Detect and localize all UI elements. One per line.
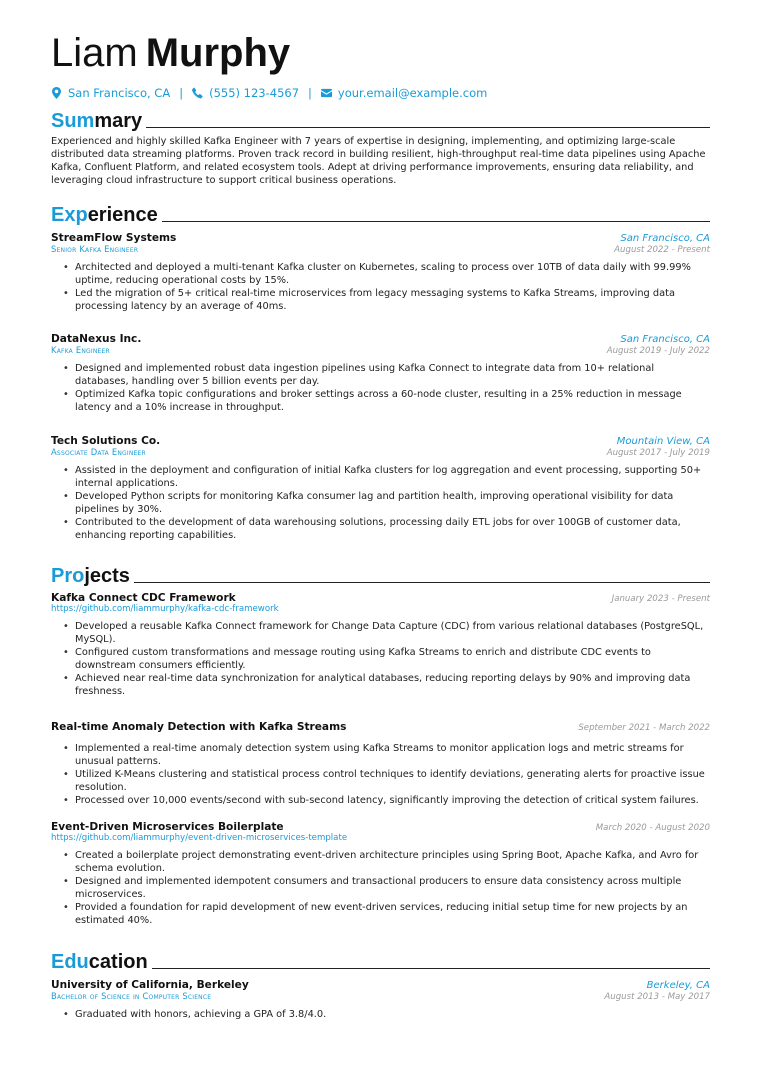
education-dates: August 2013 - May 2017	[604, 992, 710, 1002]
contact-email[interactable]	[321, 86, 487, 100]
education-section	[51, 949, 710, 973]
project-entry	[51, 721, 710, 808]
contact-location	[51, 86, 170, 100]
contact-phone[interactable]	[192, 86, 299, 100]
phone-icon	[192, 87, 203, 99]
list-item: • Graduated with honors, achieving a GPA of 3.8/4.0.	[51, 1009, 710, 1022]
education-entry	[51, 979, 710, 1022]
project-dates: January 2023 - Present	[611, 594, 710, 604]
last-name: Murphy	[145, 31, 291, 75]
job-dates: August 2019 - July 2022	[606, 346, 710, 356]
first-name: Liam	[51, 31, 138, 75]
experience-entry	[51, 232, 710, 314]
section-title: Summary	[51, 108, 710, 132]
project-name: Kafka Connect CDC Framework	[51, 592, 236, 604]
company-name: DataNexus Inc.	[51, 333, 142, 345]
section-divider	[146, 127, 710, 129]
list-item: • Optimized Kafka topic configurations and broker settings across a 60-node cluster, resulting in a 25% reduction in message latency and a 10% increase in throughput.	[51, 389, 710, 415]
section-title: Experience	[51, 202, 710, 226]
bullet-list	[51, 465, 710, 542]
school-name: University of California, Berkeley	[51, 979, 249, 991]
job-dates: August 2022 - Present	[614, 245, 710, 255]
list-item: • Architected and deployed a multi-tenant Kafka cluster on Kubernetes, scaling to process over 10TB of data daily with 99.99% uptime, reducing operational costs by 15%.	[51, 262, 710, 288]
list-item: • Utilized K-Means clustering and statistical process control techniques to identify deviations, generating alerts for proactive issue resolution.	[51, 769, 710, 795]
list-item: • Developed Python scripts for monitoring Kafka consumer lag and partition health, improving operational visibility for data pipelines by 30%.	[51, 491, 710, 517]
section-title: Projects	[51, 563, 710, 587]
degree: Bachelor of Science in Computer Science	[51, 991, 212, 1001]
contact-line	[51, 85, 487, 101]
company-name: StreamFlow Systems	[51, 232, 177, 244]
contact-separator: |	[308, 86, 312, 100]
projects-section	[51, 563, 710, 587]
job-location: Mountain View, CA	[616, 436, 710, 447]
list-item: • Created a boilerplate project demonstrating event-driven architecture principles using Spring Boot, Apache Kafka, and Avro for schema evolution.	[51, 850, 710, 876]
bullet-list	[51, 743, 710, 808]
summary-paragraph: Experienced and highly skilled Kafka Engineer with 7 years of expertise in designing, implementing, and optimizing large-scale distributed data streaming platforms. Proven track record in building resilient, high-throughput real-time data pipelines using Apache Kafka, Confluent Platform, and related ecosystem tools. Adept at driving performance improvements, ensuring data reliability, and leveraging cloud infrastructure to support critical business operations.	[51, 136, 706, 186]
list-item: • Designed and implemented idempotent consumers and transactional producers to ensure data consistency across multiple microservices.	[51, 876, 710, 902]
bullet-list	[51, 1009, 710, 1022]
list-item: • Provided a foundation for rapid development of new event-driven services, reducing initial setup time for new projects by an estimated 40%.	[51, 902, 710, 928]
project-link[interactable]: https://github.com/liammurphy/kafka-cdc-framework	[51, 604, 279, 614]
location-text: San Francisco, CA	[68, 86, 171, 100]
candidate-name	[51, 30, 290, 76]
email-text: your.email@example.com	[337, 86, 488, 100]
job-role: Kafka Engineer	[51, 345, 110, 355]
summary-section	[51, 108, 710, 188]
bullet-list	[51, 262, 710, 314]
section-divider	[134, 582, 710, 584]
phone-text: (555) 123-4567	[209, 86, 300, 100]
school-location: Berkeley, CA	[646, 980, 710, 991]
experience-section	[51, 202, 710, 226]
location-pin-icon	[51, 87, 62, 99]
bullet-list	[51, 363, 710, 415]
list-item: • Achieved near real-time data synchronization for analytical databases, reducing reporting delays by 90% and improving data freshness.	[51, 673, 710, 699]
list-item: • Configured custom transformations and message routing using Kafka Streams to enrich and distribute CDC events to downstream consumers efficiently.	[51, 647, 710, 673]
bullet-list	[51, 621, 710, 698]
project-name: Real-time Anomaly Detection with Kafka Streams	[51, 721, 347, 733]
section-divider	[152, 968, 710, 970]
job-role: Associate Data Engineer	[51, 447, 146, 457]
job-location: San Francisco, CA	[620, 233, 710, 244]
job-role: Senior Kafka Engineer	[51, 244, 139, 254]
company-name: Tech Solutions Co.	[51, 435, 161, 447]
project-name: Event-Driven Microservices Boilerplate	[51, 821, 284, 833]
bullet-list	[51, 850, 710, 927]
project-dates: March 2020 - August 2020	[595, 823, 710, 833]
project-link[interactable]: https://github.com/liammurphy/event-driven-microservices-template	[51, 833, 348, 843]
list-item: • Assisted in the deployment and configuration of initial Kafka clusters for log aggregation and event processing, supporting 50+ internal applications.	[51, 465, 710, 491]
list-item: • Developed a reusable Kafka Connect framework for Change Data Capture (CDC) from various relational databases (PostgreSQL, MySQL).	[51, 621, 710, 647]
list-item: • Led the migration of 5+ critical real-time microservices from legacy messaging systems to Kafka Streams, improving data processing latency by an average of 40ms.	[51, 288, 710, 314]
list-item: • Contributed to the development of data warehousing solutions, processing daily ETL jobs for over 100GB of customer data, enhancing reporting capabilities.	[51, 517, 710, 543]
list-item: • Implemented a real-time anomaly detection system using Kafka Streams to monitor application logs and metric streams for unusual patterns.	[51, 743, 710, 769]
contact-separator: |	[179, 86, 184, 100]
project-entry	[51, 821, 710, 927]
job-dates: August 2017 - July 2019	[606, 448, 710, 458]
project-dates: September 2021 - March 2022	[578, 723, 710, 733]
experience-entry	[51, 333, 710, 415]
experience-entry	[51, 435, 710, 542]
job-location: San Francisco, CA	[620, 334, 710, 345]
list-item: • Designed and implemented robust data ingestion pipelines using Kafka Connect to integrate data from 10+ relational databases, handling over 5 billion events per day.	[51, 363, 710, 389]
section-divider	[162, 221, 710, 223]
section-title: Education	[51, 949, 710, 973]
envelope-icon	[321, 87, 332, 99]
project-entry	[51, 592, 710, 698]
list-item: • Processed over 10,000 events/second with sub-second latency, significantly improving the detection of critical system failures.	[51, 795, 710, 808]
